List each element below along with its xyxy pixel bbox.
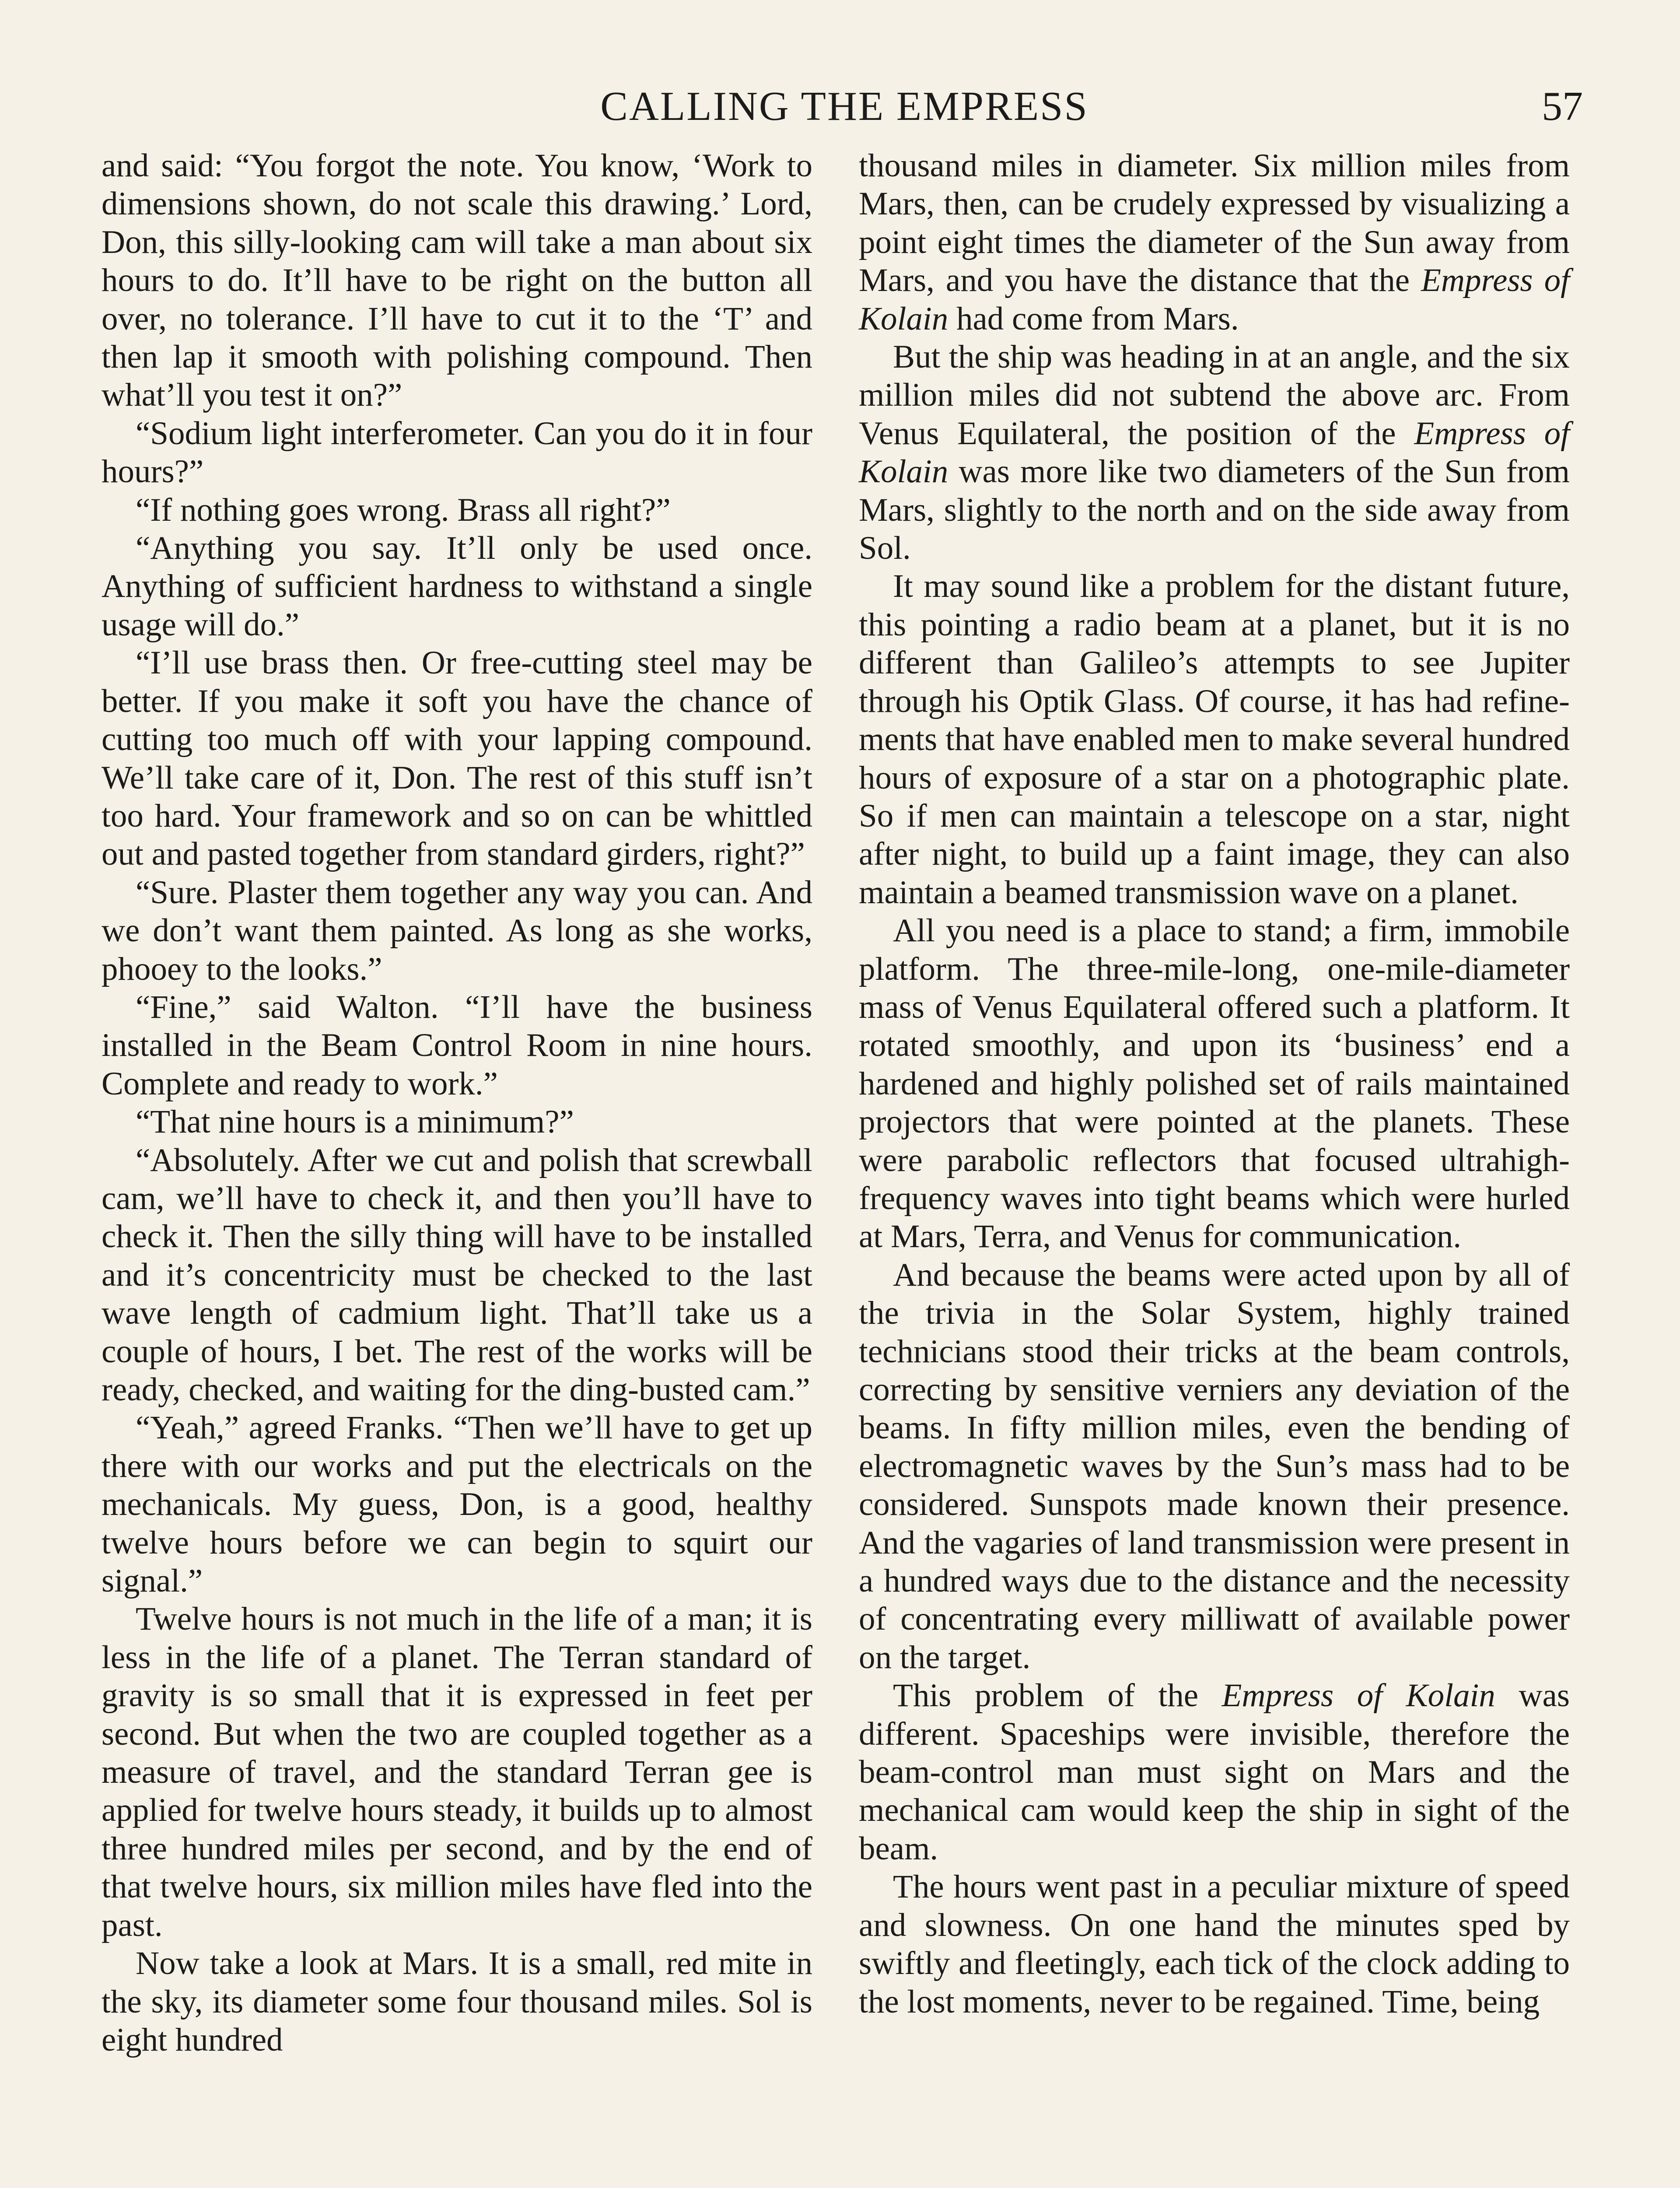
paragraph: [859, 1868, 1570, 2021]
paragraph: [859, 147, 1570, 338]
ship-name-italic: Empress of Kolain: [859, 415, 1570, 490]
page-number: 57: [1542, 84, 1583, 129]
paragraph: [859, 338, 1570, 567]
ship-name-italic: Empress of Kolain: [859, 262, 1570, 337]
paragraph-text: This problem of the: [893, 1677, 1222, 1714]
paragraph-text: thousand miles in diameter. Six million miles from Mars, then, can be crudely expressed by visualizing a point eight times the diameter of the Sun away from Mars, and you have the distance that the: [859, 147, 1570, 299]
paragraph: “Absolutely. After we cut and polish that screwball cam, we’ll have to check it, and then you’ll have to check it. Then the silly thing will have to be installed and it’s concentricity must be checked to the last wave length of cadmium light. That’ll take us a couple of hours, I bet. The rest of the works will be ready, checked, and waiting for the ding-busted cam.”: [102, 1142, 812, 1408]
paragraph-text: The hours went past in a peculiar mixture of speed and slowness. On one hand the minutes sped by swiftly and fleetingly, each tick of the clock adding to the lost moments, never to be regained. Time, being: [859, 1869, 1570, 2020]
paragraph: and said: “You forgot the note. You know, ‘Work to dimensions shown, do not scale this drawing.’ Lord, Don, this silly-looking cam will take a man about six hours to do. It’ll have to be right on the button all over, no tolerance. I’ll have to cut it to the ‘T’ and then lap it smooth with polishing compound. Then what’ll you test it on?”: [102, 147, 812, 414]
paragraph: Twelve hours is not much in the life of a man; it is less in the life of a planet. The Terran standard of gravity is so small that it is expressed in feet per second. But when the two are coupled together as a measure of travel, and the standard Terran gee is applied for twelve hours steady, it builds up to almost three hundred miles per second, and by the end of that twelve hours, six million miles have fled into the past.: [102, 1601, 812, 1943]
paragraph: [859, 912, 1570, 1256]
paragraph: “Fine,” said Walton. “I’ll have the business installed in the Beam Control Room in nine hours. Complete and ready to work.”: [102, 989, 812, 1102]
paragraph: [859, 1676, 1570, 1868]
paragraph-text: And because the beams were acted upon by all of the trivia in the Solar System, highly trained technicians stood their tricks at the beam controls, correcting by sensitive verniers any deviation of the beams. In fifty million miles, even the bending of electromagnetic waves by the Sun’s mass had to be considered. Sunspots made known their presence. And the vagaries of land transmission were present in a hundred ways due to the distance and the necessity of concentrating every milliwatt of available power on the target.: [859, 1256, 1570, 1676]
running-header: [0, 78, 1680, 135]
left-column: [102, 147, 812, 2059]
running-title: CALLING THE EMPRESS: [600, 84, 1088, 129]
paragraph-text: was more like two diameters of the Sun from Mars, slightly to the north and on the side away from Sol.: [859, 453, 1570, 567]
paragraph-text: But the ship was heading in at an angle, and the six million miles did not subtend the above arc. From Venus Equilateral, the position of the: [859, 339, 1570, 452]
paragraph: “I’ll use brass then. Or free-cutting steel may be better. If you make it soft you have the chance of cutting too much off with your lapping compound. We’ll take care of it, Don. The rest of this stuff isn’t too hard. Your framework and so on can be whittled out and pasted together from standard girders, right?”: [102, 645, 812, 873]
paragraph: “Sure. Plaster them together any way you can. And we don’t want them painted. As long as she works, phooey to the looks.”: [102, 874, 812, 987]
paragraph-text: All you need is a place to stand; a firm, immobile platform. The three-mile-long, one-mile-diameter mass of Venus Equilateral offered such a platform. It rotated smoothly, and upon its ‘business’ end a hardened and highly polished set of rails maintained projectors that were pointed at the planets. These were parabolic reflectors that focused ultrahigh-frequency waves into tight beams which were hurled at Mars, Terra, and Venus for communication.: [859, 912, 1570, 1255]
paragraph: “If nothing goes wrong. Brass all right?”: [136, 491, 671, 528]
paragraph-text: had come from Mars.: [948, 300, 1239, 337]
paragraph: “Yeah,” agreed Franks. “Then we’ll have to get up there with our works and put the electricals on the mechanicals. My guess, Don, is a good, healthy twelve hours before we can begin to squirt our signal.”: [102, 1410, 812, 1599]
paragraph: “Sodium light interferometer. Can you do it in four hours?”: [102, 415, 812, 490]
paragraph: [859, 1256, 1570, 1676]
paragraph: Now take a look at Mars. It is a small, red mite in the sky, its diameter some four thousand miles. Sol is eight hundred: [102, 1945, 812, 2058]
paragraph: “That nine hours is a minimum?”: [136, 1104, 574, 1140]
paragraph: [859, 567, 1570, 912]
paragraph-text: It may sound like a problem for the distant future, this pointing a radio beam at a planet, but it is no different than Galileo’s attempts to see Jupiter through his Optik Glass. Of course, it has had refinements that have enabled men to make several hundred hours of exposure of a star on a photographic plate. So if men can maintain a telescope on a star, night after night, to build up a faint image, they can also maintain a beamed transmission wave on a planet.: [859, 568, 1570, 911]
paragraph-text: was different. Spaceships were invisible, therefore the beam-control man must sight on Mars and the mechanical cam would keep the ship in sight of the beam.: [859, 1677, 1570, 1867]
paragraph: “Anything you say. It’ll only be used once. Anything of sufficient hardness to withstand a single usage will do.”: [102, 530, 812, 643]
ship-name-italic: Empress of Kolain: [1222, 1677, 1495, 1714]
right-column: [859, 147, 1570, 2021]
